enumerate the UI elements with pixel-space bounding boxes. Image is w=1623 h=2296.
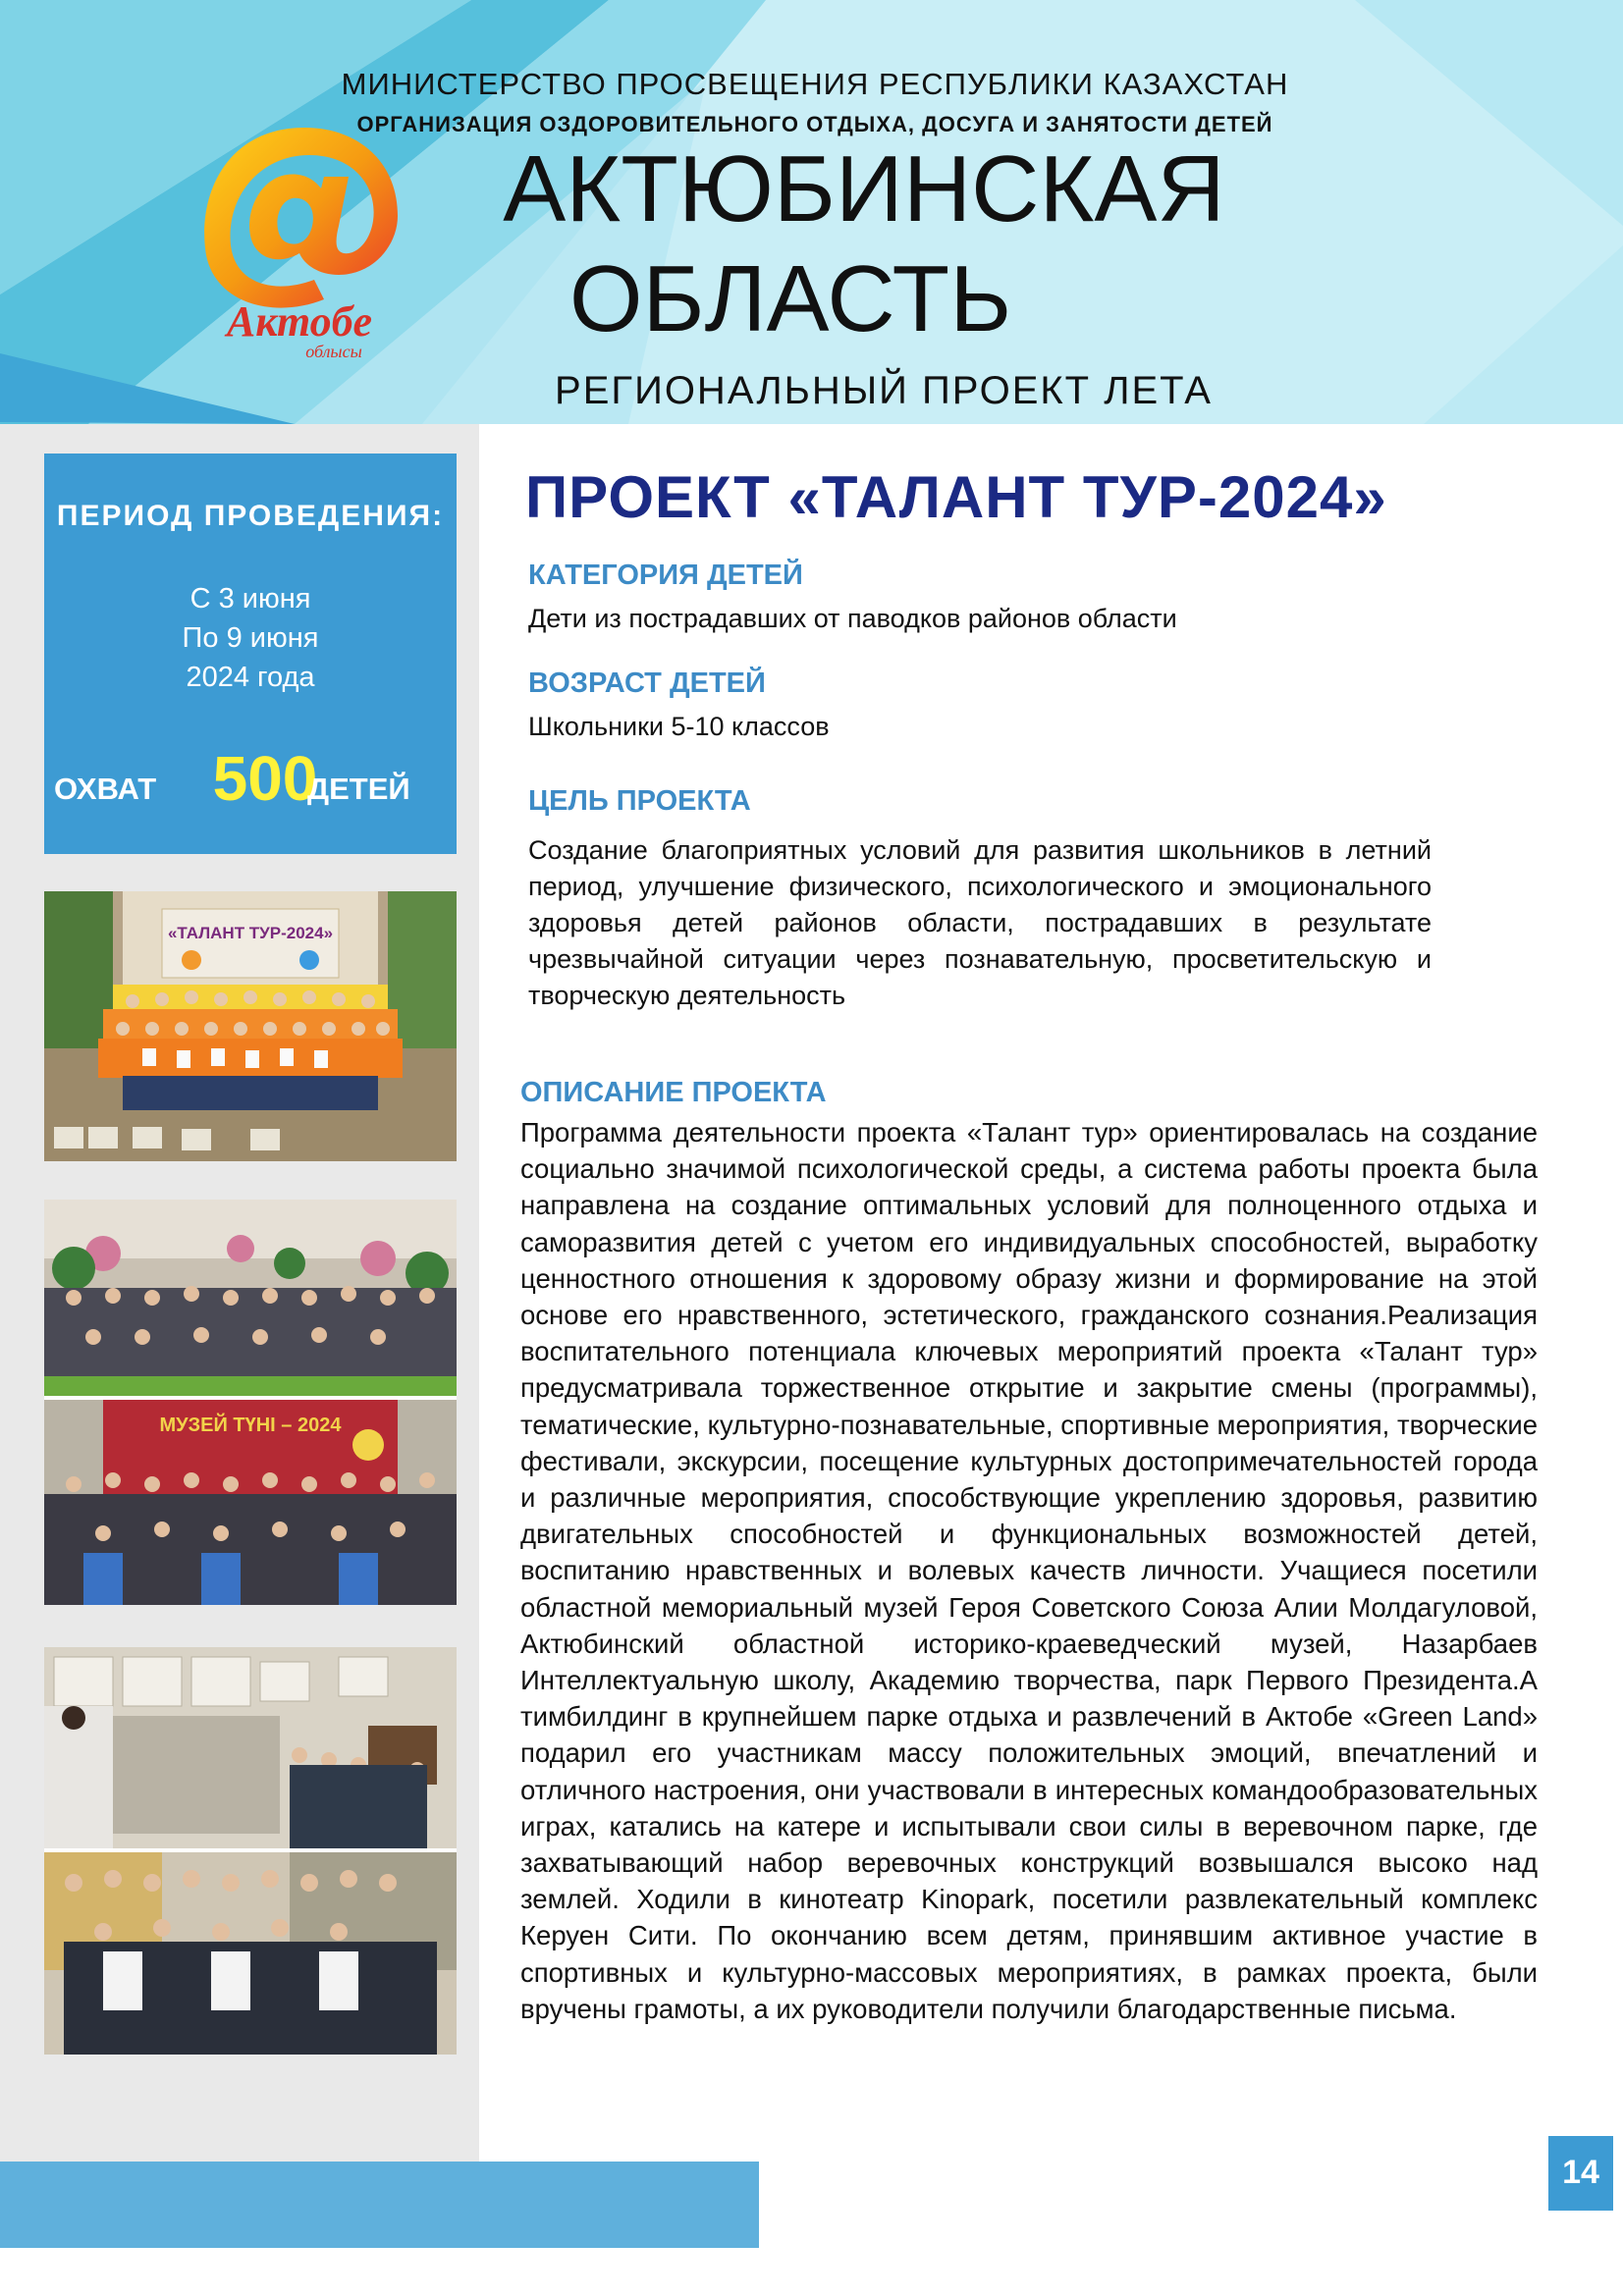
category-heading: КАТЕГОРИЯ ДЕТЕЙ xyxy=(528,560,803,591)
period-title: ПЕРИОД ПРОВЕДЕНИЯ: xyxy=(56,500,445,532)
header-subtitle: РЕГИОНАЛЬНЫЙ ПРОЕКТ ЛЕТА xyxy=(555,369,1213,412)
coverage xyxy=(44,736,457,825)
logo-wordmark: Актобе xyxy=(226,297,373,346)
page-number-box xyxy=(1548,2136,1613,2211)
photo-banner-text: МУЗЕЙ ТҮНІ – 2024 xyxy=(159,1415,342,1436)
age-text: Школьники 5-10 классов xyxy=(528,712,830,741)
page-header xyxy=(0,0,1623,424)
photo-museum-visit xyxy=(44,1647,457,2055)
ministry-name: МИНИСТЕРСТВО ПРОСВЕЩЕНИЯ РЕСПУБЛИКИ КАЗАХСТАН xyxy=(341,67,1289,101)
coverage-number: 500 xyxy=(212,743,318,814)
period-year: 2024 года xyxy=(186,662,315,693)
photo-opening-ceremony xyxy=(44,891,457,1161)
region-title-line-2: ОБЛАСТЬ xyxy=(568,246,1012,351)
period-end-date: По 9 июня xyxy=(182,622,319,654)
footer-bar xyxy=(0,2162,759,2248)
coverage-prefix: ОХВАТ xyxy=(54,772,157,806)
age-heading: ВОЗРАСТ ДЕТЕЙ xyxy=(528,667,766,699)
photo-banner-text: «ТАЛАНТ ТУР-2024» xyxy=(167,924,334,942)
region-title-line-1: АКТЮБИНСКАЯ xyxy=(503,136,1225,241)
description-heading: ОПИСАНИЕ ПРОЕКТА xyxy=(520,1077,827,1108)
organization-name: ОРГАНИЗАЦИЯ ОЗДОРОВИТЕЛЬНОГО ОТДЫХА, ДОСУГА И ЗАНЯТОСТИ ДЕТЕЙ xyxy=(356,112,1273,136)
goal-heading: ЦЕЛЬ ПРОЕКТА xyxy=(528,785,751,817)
photo-museum-night xyxy=(44,1200,457,1605)
project-title: ПРОЕКТ «ТАЛАНТ ТУР-2024» xyxy=(525,464,1387,530)
goal-text: Создание благоприятных условий для развития школьников в летний период, улучшение физического, психологического и эмоционального здоровья детей районов области, пострадавших в результате чрезвычайной ситуации через познавательную, просветительскую и творческую деятельность xyxy=(528,835,1432,1010)
period-start-date: С 3 июня xyxy=(189,583,311,614)
coverage-suffix: ДЕТЕЙ xyxy=(307,772,410,806)
page-number: 14 xyxy=(1562,2154,1599,2191)
logo-subword: облысы xyxy=(305,342,362,361)
period-info-box xyxy=(44,454,457,854)
description-text: Программа деятельности проекта «Талант тур» ориентировалась на создание социально значимой психологической среды, а система работы проекта была направлена на создание оптимальных условий для полноценного отдыха и саморазвития детей с учетом его индивидуальных способностей, выработку ценностного отношения к здоровому образу жизни и формирование на этой основе его нравственного, эстетического, гражданского сознания.Реализация воспитательного потенциала ключевых мероприятий проекта «Талант тур» предусматривала торжественное открытие и закрытие смены (программы), тематические, культурно-познавательные, спортивные мероприятия, творческие фестивали, экскурсии, посещение культурных достопримечательностей города и различные мероприятия, способствующие укреплению здоровья, развитию двигательных способностей и функциональных возможностей детей, воспитанию нравственных и волевых качеств личности. Учащиеся посетили областной мемориальный музей Героя Советского Союза Алии Молдагуловой, Актюбинский областной историко-краеведческий музей, Назарбаев Интеллектуальную школу, Академию творчества, парк Первого Президента.А тимбилдинг в крупнейшем парке отдыха и развлечений в Актобе «Green Land» подарил его участникам массу положительных эмоций, впечатлений и отличного настроения, они участвовали в интересных командообразовательных играх, катались на катере и испытывали свои силы в веревочном парке, где захватывающий набор веревочных конструкций возвышался высоко над землей. Ходили в кинотеатр Kinopark, посетили развлекательный комплекс Керуен Сити. По окончанию всем детям, принявшим активное участие в спортивных и культурно-массовых мероприятиях, в рамках проекта, были вручены грамоты, а их руководители получили благодарственные письма. xyxy=(520,1117,1538,2024)
category-text: Дети из пострадавших от паводков районов области xyxy=(528,604,1177,633)
